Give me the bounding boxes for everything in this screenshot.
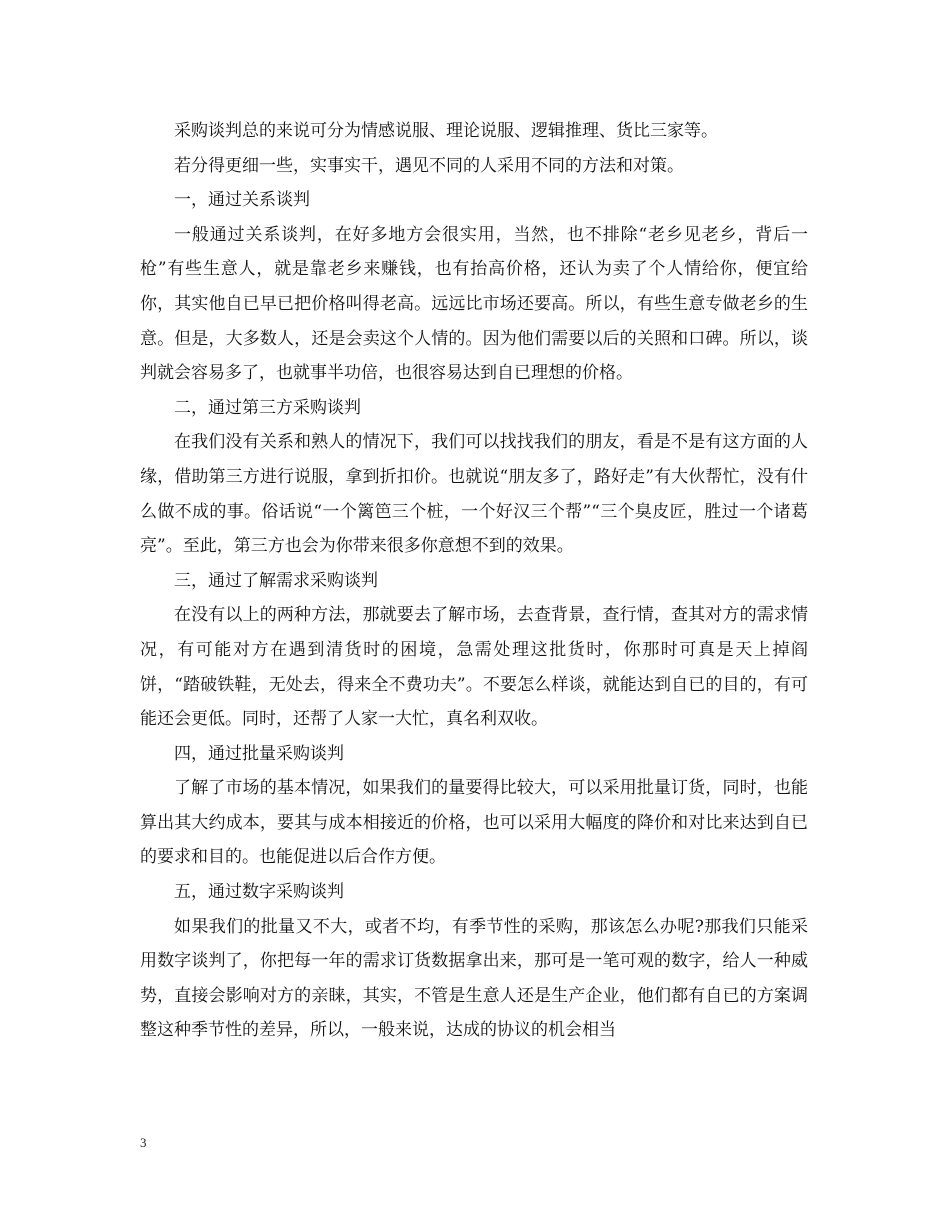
page-number: 3: [140, 1135, 147, 1150]
section-heading-3: 三，通过了解需求采购谈判: [174, 570, 378, 591]
section-heading-1: 一，通过关系谈判: [174, 190, 310, 211]
section-heading-4: 四，通过批量采购谈判: [174, 743, 344, 764]
section-heading-2: 二，通过第三方采购谈判: [174, 397, 361, 418]
paragraph-section-2: 在我们没有关系和熟人的情况下，我们可以找找我们的朋友，看是不是有这方面的人缘，借助第三方进行说服，拿到折扣价。也就说“朋友多了，路好走”有大伙帮忙，没有什么做不成的事。俗话说“一个篱笆三个桩，一个好汉三个帮”“三个臭皮匠，胜过一个诸葛亮”。至此，第三方也会为你带来很多你意想不到的效果。: [140, 432, 808, 557]
paragraph-section-5: 如果我们的批量又不大，或者不均，有季节性的采购，那该怎么办呢?那我们只能采用数字谈判了，你把每一年的需求订货数据拿出来，那可是一笔可观的数字，给人一种威势，直接会影响对方的亲睐，其实，不管是生意人还是生产企业，他们都有自已的方案调整这种季节性的差异，所以，一般来说，达成的协议的机会相当: [140, 916, 808, 1041]
paragraph-intro: 采购谈判总的来说可分为情感说服、理论说服、逻辑推理、货比三家等。: [174, 121, 718, 141]
paragraph-section-3: 在没有以上的两种方法，那就要去了解市场，去查背景，查行情，查其对方的需求情况，有可能对方在遇到清货时的困境，急需处理这批货时，你那时可真是天上掉阎饼，“踏破铁鞋，无处去，得来全不费功夫”。不要怎么样谈，就能达到自已的目的，有可能还会更低。同时，还帮了人家一大忙，真名利双收。: [140, 605, 808, 730]
paragraph-section-4: 了解了市场的基本情况，如果我们的量要得比较大，可以采用批量订货，同时，也能算出其大约成本，要其与成本相接近的价格，也可以采用大幅度的降价和对比来达到自已的要求和目的。也能促进以后合作方便。: [140, 778, 808, 868]
document-body: [140, 114, 808, 1048]
paragraph-section-1: 一般通过关系谈判，在好多地方会很实用，当然，也不排除“老乡见老乡，背后一枪”有些生意人，就是靠老乡来赚钱，也有抬高价格，还认为卖了个人情给你，便宜给你，其实他自已早已把价格叫得老高。远远比市场还要高。所以，有些生意专做老乡的生意。但是，大多数人，还是会卖这个人情的。因为他们需要以后的关照和口碑。所以，谈判就会容易多了，也就事半功倍，也很容易达到自已理想的价格。: [140, 224, 808, 384]
paragraph-detail: 若分得更细一些，实事实干，遇见不同的人采用不同的方法和对策。: [174, 155, 684, 176]
section-heading-5: 五，通过数字采购谈判: [174, 882, 344, 903]
